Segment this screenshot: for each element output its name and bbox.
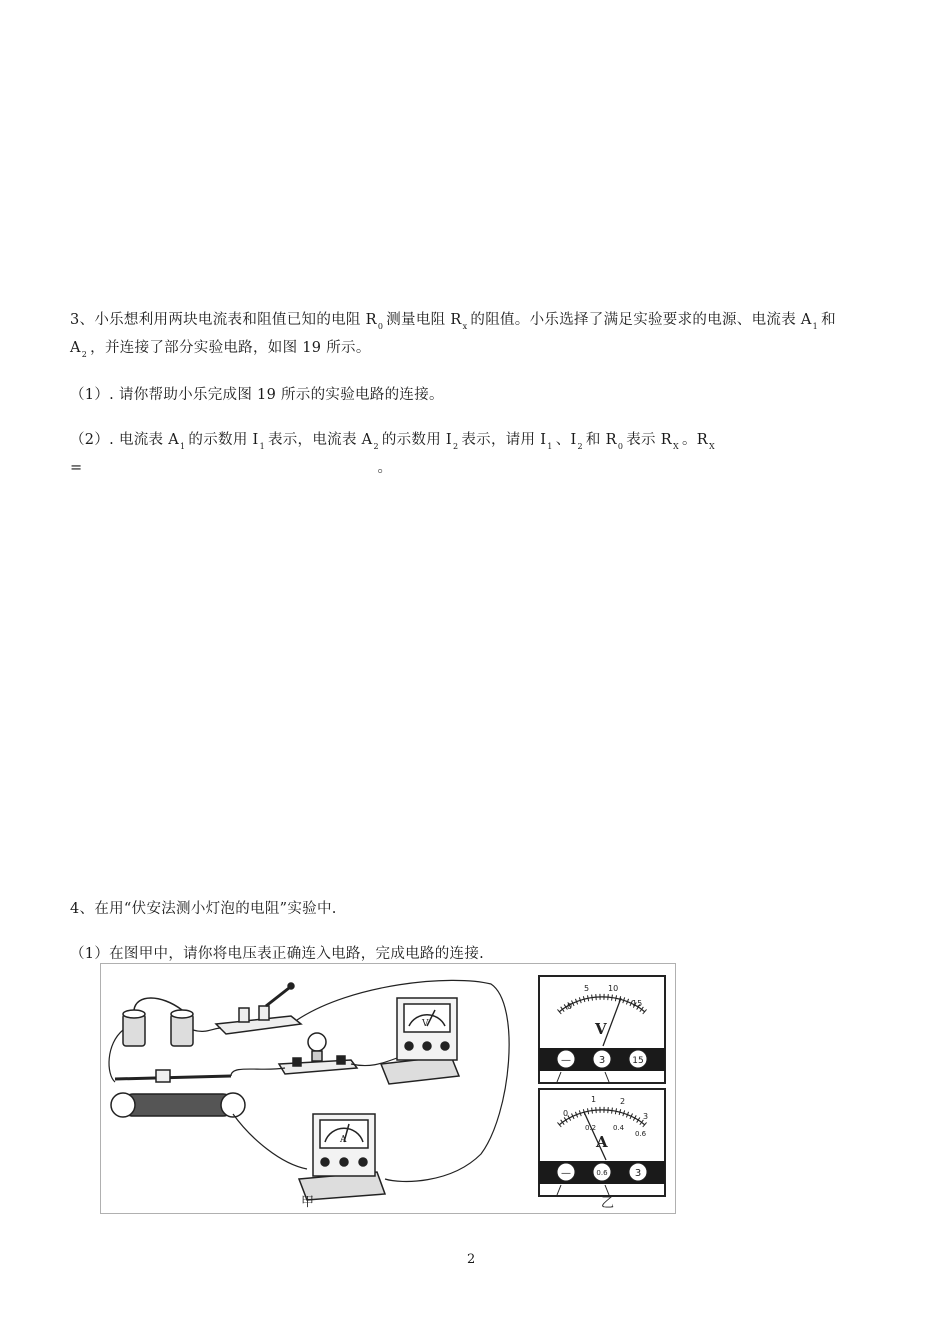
label-yi: 乙	[601, 1196, 615, 1211]
voltmeter-apparatus	[381, 998, 459, 1084]
svg-text:0.4: 0.4	[613, 1124, 625, 1132]
switch	[216, 983, 301, 1034]
svg-text:0.6: 0.6	[596, 1169, 608, 1177]
svg-text:15: 15	[632, 999, 643, 1008]
svg-text:5: 5	[584, 984, 590, 993]
svg-text:V: V	[595, 1020, 607, 1038]
svg-text:A: A	[596, 1133, 608, 1151]
battery-pair	[123, 998, 193, 1046]
ammeter-terminals	[557, 1163, 647, 1181]
q4-title: 4、在用“伏安法测小灯泡的电阻”实验中.	[70, 901, 337, 917]
page-number: 2	[467, 1252, 476, 1267]
svg-text:2: 2	[620, 1097, 626, 1106]
svg-text:—: —	[561, 1168, 571, 1179]
svg-text:3: 3	[643, 1112, 649, 1121]
q3-part1: （1）. 请你帮助小乐完成图 19 所示的实验电路的连接。	[70, 387, 444, 403]
q4-part1: （1）在图甲中，请你将电压表正确连入电路，完成电路的连接.	[70, 946, 485, 962]
ammeter-apparatus	[299, 1114, 385, 1200]
rheostat	[111, 1070, 245, 1117]
q3-line2: $A_2$ ，并连接了部分实验电路，如图 19 所示。	[70, 340, 371, 359]
svg-text:3: 3	[598, 1055, 606, 1066]
voltmeter-face	[539, 976, 665, 1083]
svg-text:10: 10	[608, 984, 619, 993]
circuit-figure	[100, 963, 676, 1214]
svg-text:0: 0	[567, 1002, 573, 1011]
ammeter-face	[539, 1089, 665, 1196]
q3-line1: 3、小乐想利用两块电流表和阻值已知的电阻 $R_0$ 测量电阻 $R_x$ 的阻值。小乐选择了满足实验要求的电源、电流表 $A_1$ 和	[70, 312, 836, 331]
svg-text:—: —	[561, 1055, 571, 1066]
svg-text:1: 1	[591, 1095, 597, 1104]
bulb-on-board	[279, 1033, 357, 1074]
svg-text:0: 0	[563, 1109, 569, 1118]
svg-text:15: 15	[632, 1056, 644, 1066]
svg-text:0.2: 0.2	[585, 1124, 597, 1132]
q3-part2: （2）. 电流表 $A_1$ 的示数用 $I_1$ 表示，电流表 $A_2$ 的示数用 $I_2$ 表示，请用 $I_1$ 、$I_2$ 和 $R_0$ 表示 $R_X$ 。$R_X$	[70, 432, 715, 451]
svg-text:V: V	[422, 1019, 429, 1029]
voltmeter-terminals	[557, 1050, 647, 1068]
q3-answer-line: = 。	[70, 460, 393, 476]
svg-text:A: A	[340, 1135, 347, 1145]
svg-text:3: 3	[634, 1168, 642, 1179]
svg-text:0.6: 0.6	[635, 1130, 647, 1138]
label-jia: 甲	[301, 1195, 315, 1210]
